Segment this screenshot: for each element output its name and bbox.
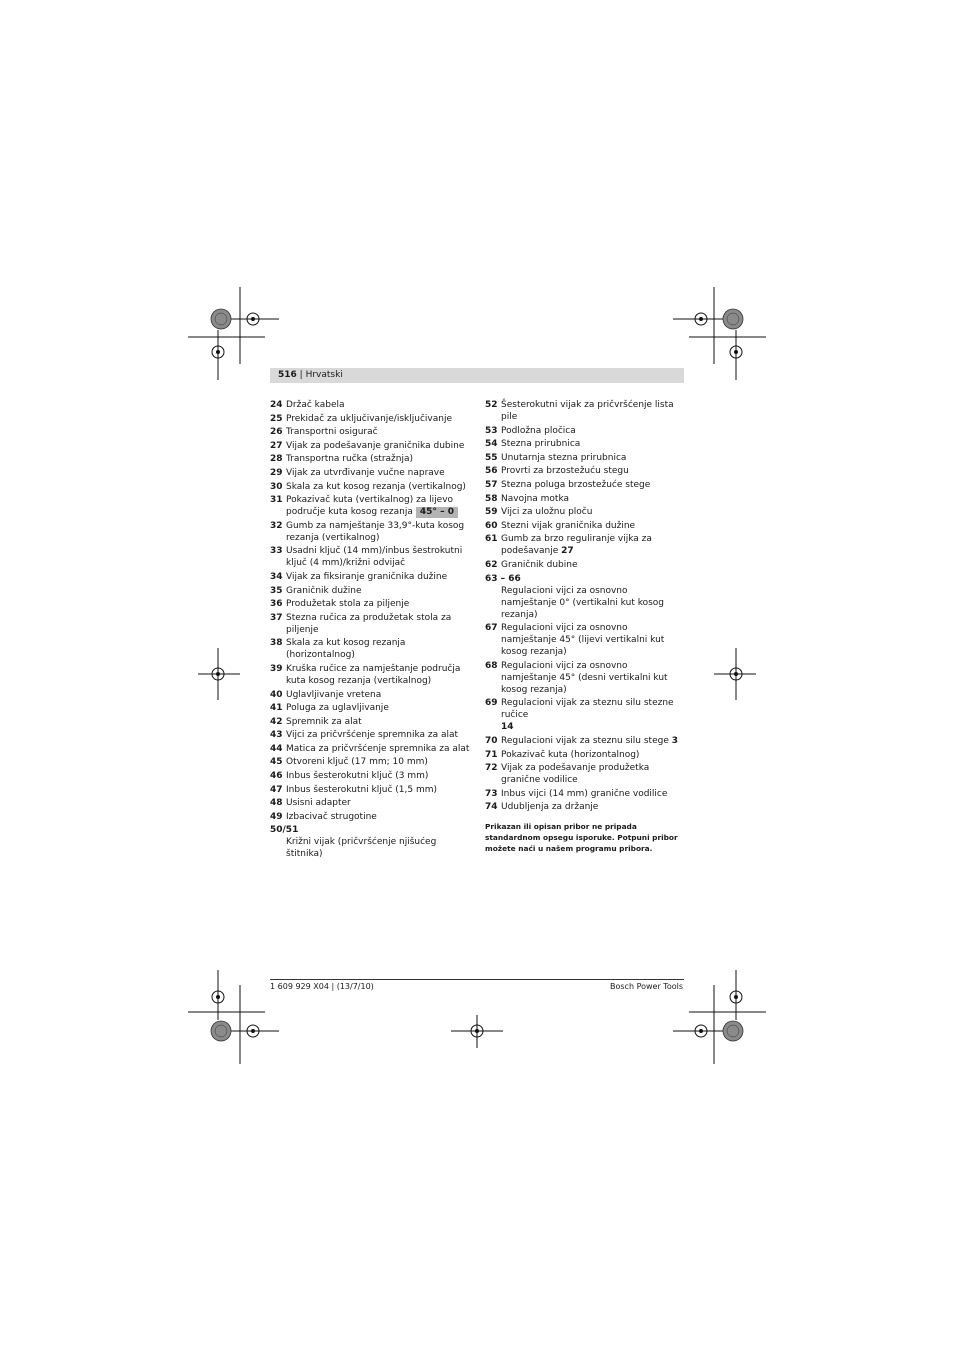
- item-description: Vijci za pričvršćenje spremnika za alat: [286, 730, 459, 741]
- list-item: [485, 697, 685, 733]
- list-item: [270, 770, 475, 782]
- item-text: [286, 812, 377, 822]
- item-description: Vijak za utvrđivanje vučne naprave: [286, 467, 445, 478]
- item-description: Vijak za podešavanje produžetka graničnе vodilice: [501, 763, 650, 786]
- item-description: Regulacioni vijak za steznu silu stege: [501, 735, 669, 746]
- item-reference: 14: [501, 722, 514, 733]
- list-item: [485, 735, 685, 747]
- item-number: 50/51: [270, 825, 299, 836]
- list-item: [270, 481, 475, 493]
- item-description: Navojna motka: [501, 493, 570, 504]
- item-description: Skala za kut kosog rezanja (vertikalnog): [286, 481, 466, 492]
- item-text: [286, 427, 378, 437]
- item-number: 30: [270, 481, 283, 492]
- list-item: [485, 573, 685, 621]
- item-description: Regulacioni vijci za osnovno namještanje 45° (lijevi vertikalni kut kosog rezanja): [501, 623, 665, 658]
- item-description: Pokazivač kuta (vertikalnog) za lijevo područje kuta kosog rezanja: [286, 495, 454, 518]
- list-item: [270, 571, 475, 583]
- item-description: Transportni osigurač: [286, 427, 378, 438]
- item-text: [501, 802, 598, 812]
- item-text: [286, 717, 362, 727]
- list-item: [485, 533, 685, 557]
- item-description: Otvoreni ključ (17 mm; 10 mm): [286, 757, 428, 768]
- list-item: [270, 612, 475, 636]
- list-item: [270, 545, 475, 569]
- item-number: 58: [485, 493, 498, 504]
- list-item: [270, 689, 475, 701]
- item-description: Inbus šesterokutni ključ (1,5 mm): [286, 784, 438, 795]
- item-text: [501, 521, 635, 531]
- item-number: 52: [485, 400, 498, 410]
- item-number: 63 – 66: [485, 573, 521, 584]
- item-text: [501, 534, 652, 556]
- item-number: 73: [485, 788, 498, 799]
- item-text: [286, 586, 362, 596]
- list-item: [485, 493, 685, 505]
- item-text: [286, 798, 351, 808]
- item-description: Produžetak stola za piljenje: [286, 599, 410, 610]
- item-text: [501, 480, 650, 490]
- item-number: 45: [270, 757, 283, 768]
- item-number: 37: [270, 612, 283, 623]
- item-reference: 27: [561, 546, 574, 557]
- footer-divider: [270, 979, 684, 980]
- list-item: [270, 440, 475, 452]
- header-separator: |: [299, 370, 303, 380]
- item-number: 39: [270, 663, 283, 674]
- list-item: [270, 399, 475, 411]
- item-description: Regulacioni vijak za steznu silu stezne ručice: [501, 698, 674, 721]
- item-description: Unutarnja stezna prirubnica: [501, 452, 627, 463]
- item-number: 40: [270, 689, 283, 700]
- item-description: Udubljenja za držanje: [501, 802, 599, 813]
- item-number: 53: [485, 425, 498, 436]
- item-text: [501, 736, 678, 746]
- footer-brand: Bosch Power Tools: [610, 982, 683, 991]
- item-text: [286, 690, 381, 700]
- list-item: [485, 559, 685, 571]
- item-number: 46: [270, 771, 283, 782]
- item-description: Držač kabela: [286, 400, 345, 410]
- list-item: [485, 801, 685, 813]
- list-item: [270, 426, 475, 438]
- item-number: 60: [485, 520, 498, 531]
- item-description: Vijak za fiksiranje graničnika dužine: [286, 571, 448, 582]
- item-number: 74: [485, 802, 498, 813]
- item-number: 32: [270, 520, 283, 531]
- item-text: [286, 703, 389, 713]
- item-number: 54: [485, 439, 498, 450]
- item-description: Inbus šesterokutni ključ (3 mm): [286, 771, 429, 782]
- item-text: [501, 560, 578, 570]
- item-description: Gumb za brzo reguliranje vijka za podešavanje: [501, 534, 652, 557]
- list-item: [485, 749, 685, 761]
- item-description: Skala za kut kosog rezanja (horizontalnog): [286, 638, 406, 661]
- header-language: Hrvatski: [305, 370, 343, 380]
- list-item: [270, 743, 475, 755]
- item-text: [286, 664, 460, 686]
- item-description: Stezna ručica za produžetak stola za piljenje: [286, 612, 452, 635]
- angle-symbol-badge: 45° – 0: [416, 507, 458, 518]
- list-item: [485, 479, 685, 491]
- item-description: Pokazivač kuta (horizontalnog): [501, 749, 640, 760]
- list-item: [485, 660, 685, 696]
- item-number: 25: [270, 413, 283, 424]
- list-item: [270, 729, 475, 741]
- item-text: [501, 453, 626, 463]
- item-number: 29: [270, 467, 283, 478]
- item-description: Stezna prirubnica: [501, 439, 581, 450]
- item-number: 68: [485, 660, 498, 671]
- item-reference: 3: [671, 735, 679, 746]
- list-item: [270, 637, 475, 661]
- item-description: Prekidač za uključivanje/isključivanje: [286, 413, 452, 424]
- item-number: 49: [270, 811, 283, 822]
- item-text: [286, 441, 464, 451]
- item-text: [501, 494, 569, 504]
- item-text: [501, 426, 576, 436]
- item-number: 48: [270, 798, 283, 809]
- item-description: Regulacioni vijci za osnovno namještanje 0° (vertikalni kut kosog rezanja): [501, 585, 665, 620]
- page-header: [270, 368, 684, 383]
- list-item: [485, 438, 685, 450]
- footer-document-code: 1 609 929 X04 | (13/7/10): [270, 982, 374, 991]
- item-description: Uglavljivanje vretena: [286, 689, 382, 700]
- list-item: [270, 811, 475, 823]
- list-item: [270, 663, 475, 687]
- list-item: [270, 824, 475, 860]
- item-text: [501, 623, 664, 657]
- item-text: [286, 730, 458, 740]
- list-item: [270, 716, 475, 728]
- item-description: Graničnik dužine: [286, 585, 362, 596]
- list-item: [485, 622, 685, 658]
- item-number: 35: [270, 585, 283, 596]
- item-description: Regulacioni vijci za osnovno namještanje 45° (desni vertikalni kut kosog rezanja): [501, 660, 668, 695]
- list-item: [485, 520, 685, 532]
- item-description: Vijci za uložnu ploču: [501, 507, 593, 518]
- list-item: [485, 399, 685, 423]
- item-description: Gumb za namještanje 33,9°-kuta kosog rezanja (vertikalnog): [286, 520, 465, 543]
- item-text: [501, 763, 649, 785]
- item-number: 42: [270, 716, 283, 727]
- item-number: 26: [270, 427, 283, 438]
- parts-list-right-column: [485, 399, 685, 854]
- list-item: [270, 702, 475, 714]
- list-item: [270, 467, 475, 479]
- item-description: Usadni ključ (14 mm)/inbus šestrokutni ključ (4 mm)/križni odvijač: [286, 546, 463, 569]
- parts-list-left-column: [270, 399, 475, 862]
- list-item: [270, 520, 475, 544]
- item-text: [286, 785, 437, 795]
- list-item: [485, 465, 685, 477]
- item-text: [286, 599, 409, 609]
- list-item: [270, 797, 475, 809]
- item-text: [501, 750, 639, 760]
- item-text: [501, 698, 674, 732]
- item-number: 27: [270, 440, 283, 451]
- item-text: [286, 572, 447, 582]
- item-description: Križni vijak (pričvršćenje njišućeg štitnika): [286, 837, 437, 860]
- item-number: 44: [270, 743, 283, 754]
- item-description: Graničnik dubine: [501, 559, 578, 570]
- item-text: [286, 613, 451, 635]
- item-number: 47: [270, 784, 283, 795]
- item-description: Podložna pločica: [501, 425, 576, 436]
- item-number: 72: [485, 763, 498, 774]
- item-text: [485, 585, 685, 621]
- item-number: 43: [270, 730, 283, 741]
- item-number: 33: [270, 546, 283, 557]
- list-item: [270, 598, 475, 610]
- item-text: [286, 638, 405, 660]
- item-description: Vijak za podešavanje graničnika dubine: [286, 440, 465, 451]
- item-description: Transportna ručka (stražnja): [286, 454, 413, 465]
- item-text: [501, 439, 580, 449]
- list-item: [485, 788, 685, 800]
- item-description: Usisni adapter: [286, 798, 351, 809]
- item-text: [286, 482, 466, 492]
- item-text: [270, 836, 475, 860]
- item-text: [286, 757, 428, 767]
- list-item: [270, 494, 475, 518]
- item-text: [501, 789, 667, 799]
- item-text: [501, 507, 592, 517]
- item-description: Poluga za uglavljivanje: [286, 703, 389, 714]
- item-number: 59: [485, 507, 498, 518]
- item-number: 69: [485, 698, 498, 709]
- list-item: [485, 762, 685, 786]
- item-text: [286, 454, 413, 464]
- item-description: Šesterokutni vijak za pričvršćenje lista pile: [501, 400, 674, 422]
- item-text: [286, 495, 458, 517]
- item-description: Inbus vijci (14 mm) graničnе vodilice: [501, 788, 668, 799]
- item-number: 71: [485, 749, 498, 760]
- item-number: 70: [485, 735, 498, 746]
- item-description: Matica za pričvršćenje spremnika za alat: [286, 743, 470, 754]
- item-number: 24: [270, 400, 283, 410]
- item-text: [501, 466, 629, 476]
- item-text: [501, 400, 674, 422]
- item-number: 62: [485, 559, 498, 570]
- item-text: [286, 400, 345, 410]
- item-description: Izbacivač strugotine: [286, 811, 377, 822]
- item-text: [286, 414, 452, 424]
- item-text: [286, 521, 464, 543]
- item-description: Provrti za brzostežuću stegu: [501, 466, 629, 477]
- item-text: [286, 771, 428, 781]
- list-item: [270, 756, 475, 768]
- item-number: 57: [485, 479, 498, 490]
- item-number: 55: [485, 452, 498, 463]
- list-item: [485, 506, 685, 518]
- list-item: [270, 413, 475, 425]
- item-description: Stezna poluga brzostežuće stege: [501, 479, 651, 490]
- item-number: 38: [270, 638, 283, 649]
- parts-list-right-items: [485, 399, 685, 813]
- item-number: 67: [485, 623, 498, 634]
- accessory-note: Prikazan ili opisan pribor ne pripada standardnom opsegu isporuke. Potpuni pribor možete naći u našem programu pribora.: [485, 822, 678, 854]
- item-number: 34: [270, 571, 283, 582]
- list-item: [270, 453, 475, 465]
- item-text: [286, 744, 469, 754]
- item-description: Spremnik za alat: [286, 716, 362, 727]
- item-number: 41: [270, 703, 283, 714]
- item-text: [286, 546, 462, 568]
- item-number: 28: [270, 454, 283, 465]
- item-number: 61: [485, 534, 498, 545]
- list-item: [485, 452, 685, 464]
- item-text: [286, 468, 445, 478]
- list-item: [270, 784, 475, 796]
- item-number: 56: [485, 466, 498, 477]
- item-text: [501, 661, 668, 695]
- list-item: [270, 585, 475, 597]
- item-number: 36: [270, 599, 283, 610]
- page-number: 516: [278, 370, 297, 380]
- item-number: 31: [270, 495, 283, 506]
- item-description: Stezni vijak graničnika dužine: [501, 520, 636, 531]
- item-description: Kruška ručice za namještanje područja kuta kosog rezanja (vertikalnog): [286, 663, 461, 686]
- list-item: [485, 425, 685, 437]
